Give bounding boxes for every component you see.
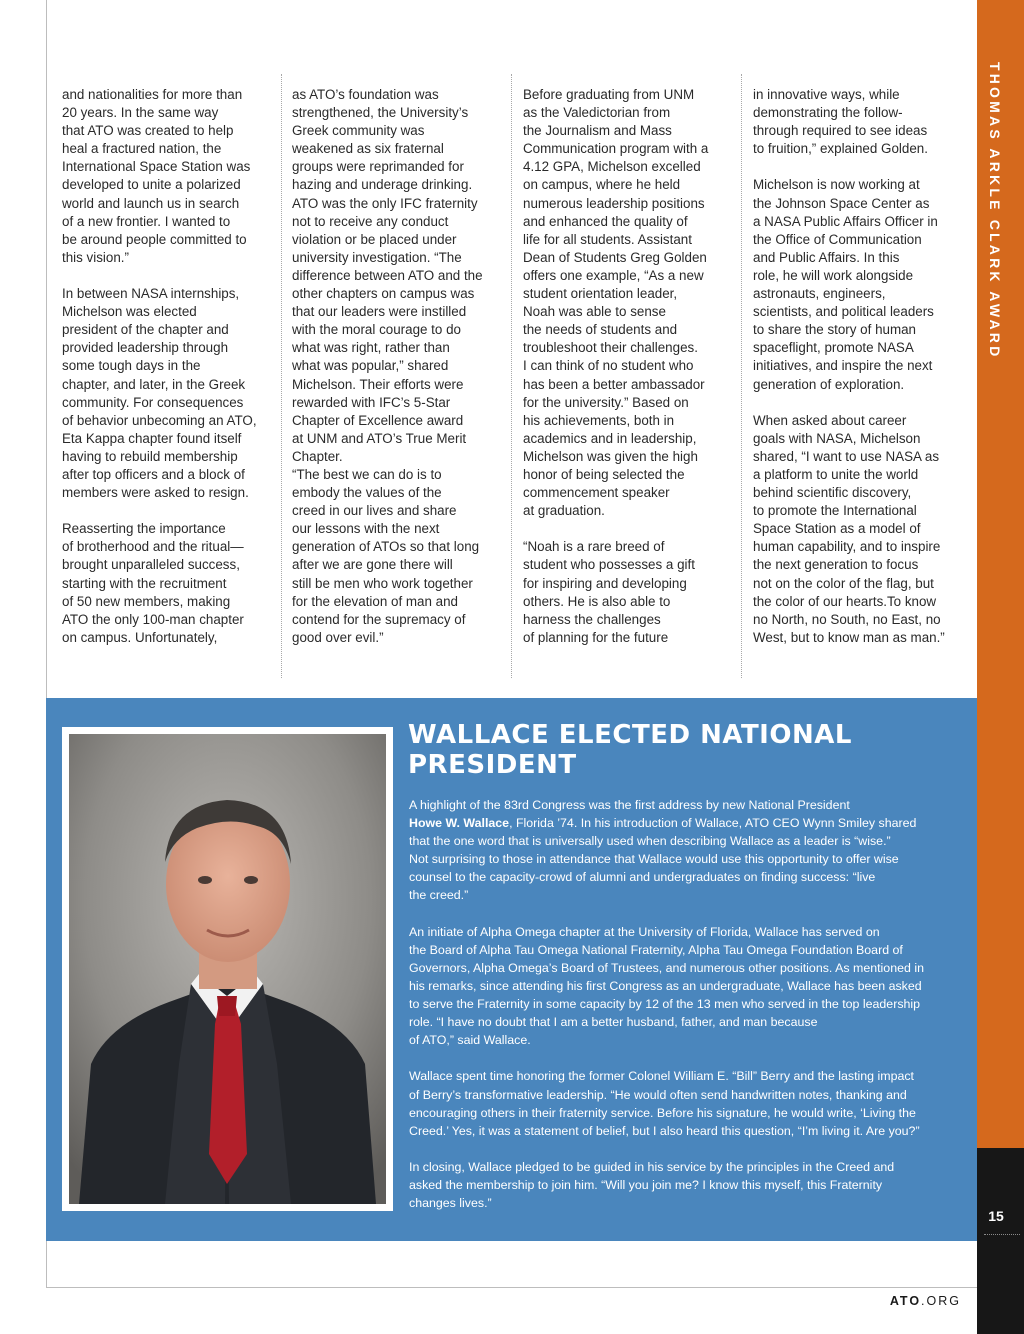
feature-paragraph: In closing, Wallace pledged to be guided in his service by the principles in the Creed and asked the membership to join him. “Will you join me? I know this myself, this Fraternity changes lives.”: [409, 1159, 895, 1211]
column-paragraph: Before graduating from UNM as the Valedictorian from the Journalism and Mass Communication program with a 4.12 GPA, Michelson excelled on campus, where he held numerous leadership positions and enhanced the quality of life for all students. Assistant Dean of Students Greg Golden offers one example, “As a new student orientation leader, Noah was able to sense the needs of students and troubleshoot their challenges. I can think of no student who has been a better ambassador for the university.” Based on his achievements, both in academics and in leadership, Michelson was given the high honor of being selected the commencement speaker at graduation.: [523, 87, 709, 519]
article-column-1: [62, 86, 274, 647]
footer-brand: [890, 1294, 961, 1308]
column-paragraph: “Noah is a rare breed of student who possesses a gift for inspiring and developing others. He is also able to harness the challenges of planning for the future: [523, 539, 695, 645]
feature-paragraph: Wallace spent time honoring the former Colonel William E. “Bill” Berry and the lasting impact of Berry’s transformative leadership. “He would often send handwritten notes, thanking and encouraging others in their fraternity service. Before his signature, he would write, ‘Living the Creed.’ Yes, it was a statement of belief, but I also heard this question, “I’m living it. Are you?”: [409, 1069, 920, 1138]
feature-paragraph: An initiate of Alpha Omega chapter at the University of Florida, Wallace has served on the Board of Alpha Tau Omega National Fraternity, Alpha Tau Omega Foundation Board of Governors, Alpha Omega’s Board of Trustees, and numerous other positions. As mentioned in his remarks, since attending his first Congress as an undergraduate, Wallace has been asked to serve the Fraternity in some capacity by 12 of the 13 men who served in the top leadership role. “I have no doubt that I am a better husband, father, and man because of ATO,” said Wallace.: [409, 924, 924, 1048]
brand-bold: ATO: [889, 1294, 922, 1308]
intro-text: , Florida ’74. In his introduction of Wallace, ATO CEO Wynn Smiley shared that the one word that is universally used when describing Wallace as a leader is “wise.” Not surprising to those in attendance that Wallace would use this opportunity to offer wise counsel to the capacity-crowd of alumni and undergraduates on finding success: “live the creed.”: [409, 816, 917, 903]
column-paragraph: Michelson is now working at the Johnson Space Center as a NASA Public Affairs Officer in the Office of Communication and Public Affairs. In this role, he will work alongside astronauts, engineers, scientists, and political leaders to share the story of human spaceflight, promote NASA initiatives, and inspire the next generation of exploration.: [753, 177, 938, 392]
article-column-4: [753, 86, 965, 647]
feature-intro-paragraph: [409, 796, 967, 905]
article-column-3: [523, 86, 735, 647]
column-paragraph: and nationalities for more than 20 years. In the same way that ATO was created to help heal a fractured nation, the International Space Station was developed to unite a polarized world and launch us in search of a new frontier. I wanted to be around people committed to this vision.”: [62, 87, 251, 265]
feature-body: [409, 796, 967, 1230]
page-number-divider: [984, 1234, 1020, 1235]
intro-text: A highlight of the 83rd Congress was the first address by new National President: [409, 798, 850, 812]
footer-rule: [46, 1287, 977, 1288]
column-divider: [511, 74, 512, 678]
column-paragraph: as ATO’s foundation was strengthened, the University’s Greek community was weakened as six fraternal groups were reprimanded for hazing and underage drinking. ATO was the only IFC fraternity not to receive any conduct violation or be placed under university investigation. “The difference between ATO and the other chapters on campus was that our leaders were instilled with the moral courage to do what was right, rather than what was popular,” shared Michelson. Their efforts were rewarded with IFC’s 5-Star Chapter of Excellence award at UNM and ATO’s True Merit Chapter. “The best we can do is to embody the values of the creed in our lives and share our lessons with the next generation of ATOs so that long after we are gone there will still be men who work together for the elevation of man and contend for the supremacy of good over evil.”: [292, 87, 483, 645]
column-paragraph: In between NASA internships, Michelson was elected president of the chapter and provided leadership through some tough days in the chapter, and later, in the Greek community. For consequences of behavior unbecoming an ATO, Eta Kappa chapter found itself having to rebuild membership after top officers and a block of members were asked to resign.: [62, 286, 257, 501]
column-divider: [741, 74, 742, 678]
portrait-photo: [69, 734, 386, 1204]
column-paragraph: Reasserting the importance of brotherhood and the ritual— brought unparalleled success, starting with the recruitment of 50 new members, making ATO the only 100-man chapter on campus. Unfortunately,: [62, 521, 244, 645]
feature-title: WALLACE ELECTED NATIONAL PRESIDENT: [408, 720, 852, 780]
section-title: THOMAS ARKLE CLARK AWARD: [987, 62, 1003, 360]
portrait-illustration: [69, 734, 386, 1204]
page-number: 15: [988, 1208, 1004, 1224]
column-paragraph: in innovative ways, while demonstrating the follow- through required to see ideas to fruition,” explained Golden.: [753, 87, 928, 157]
page-number-tab: [977, 1148, 1024, 1334]
president-name: Howe W. Wallace: [409, 816, 510, 831]
column-paragraph: When asked about career goals with NASA, Michelson shared, “I want to use NASA as a platform to unite the world behind scientific discovery, to promote the International Space Station as a model of human capability, and to inspire the next generation to focus not on the color of the flag, but the color of our hearts.To know no North, no South, no East, no West, but to know man as man.”: [753, 412, 945, 645]
column-divider: [281, 74, 282, 678]
brand-suffix: .ORG: [921, 1294, 961, 1308]
article-column-2: [292, 86, 504, 647]
